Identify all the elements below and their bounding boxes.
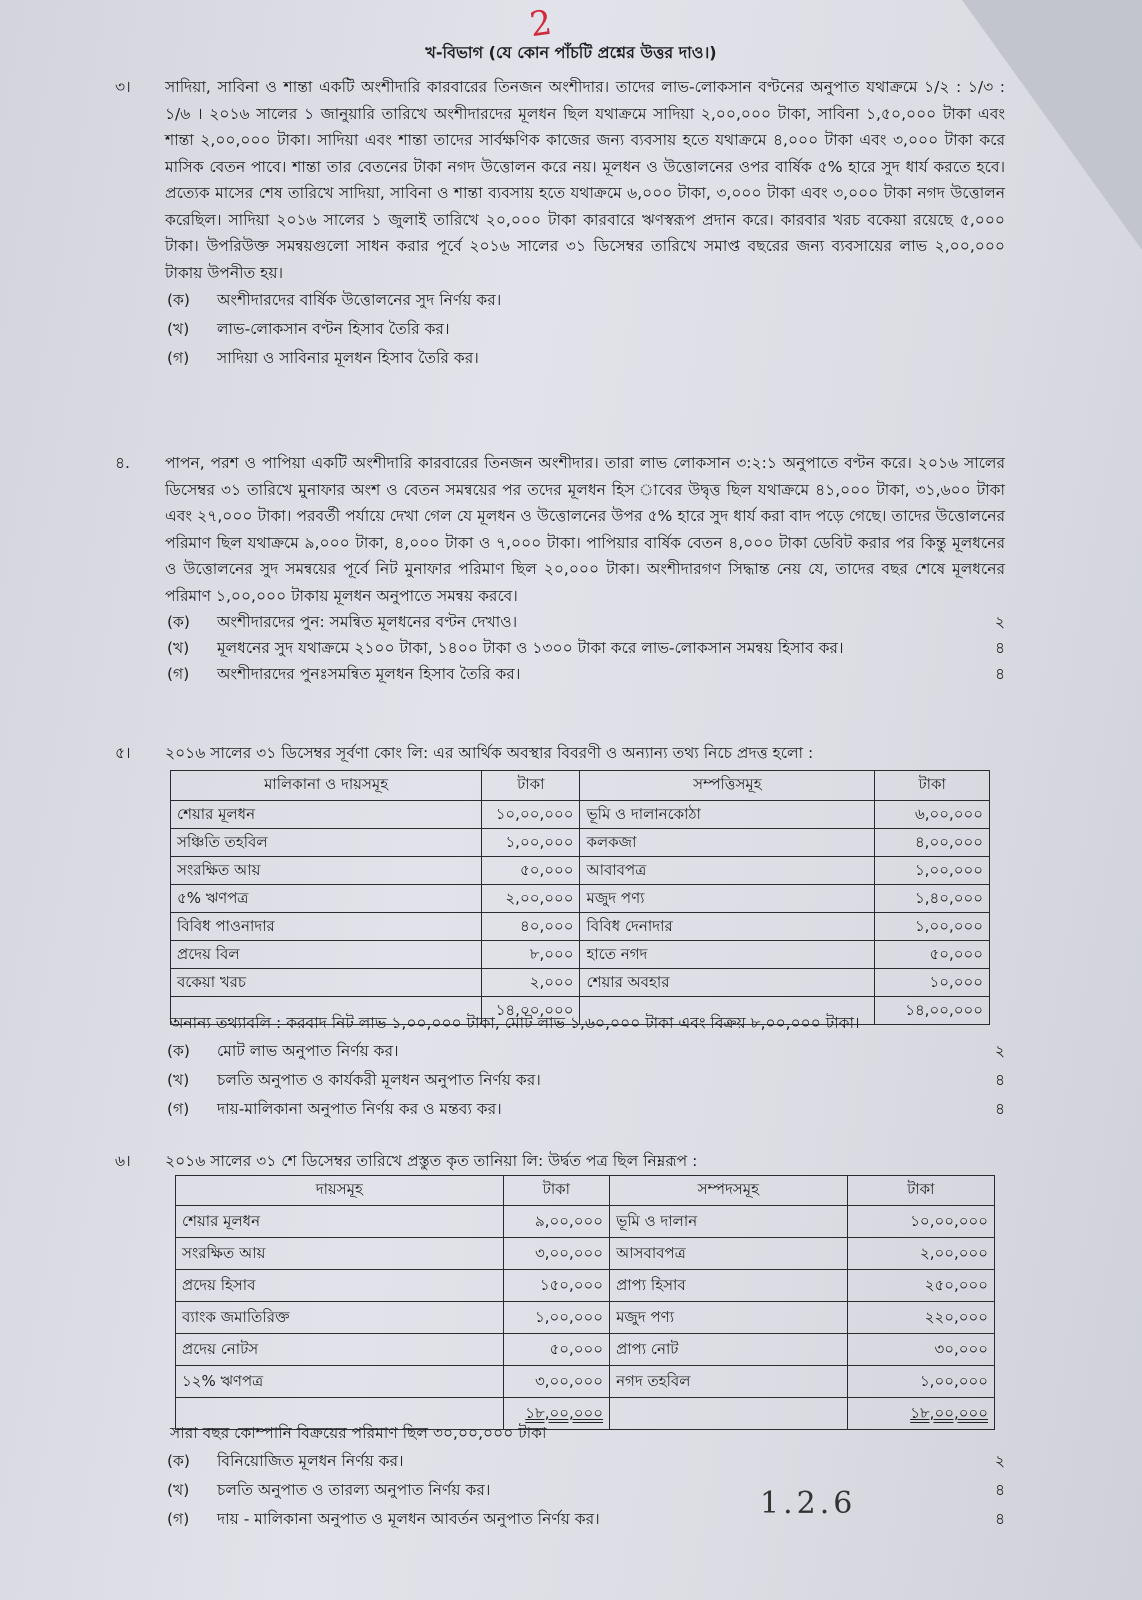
question-body: সাদিয়া, সাবিনা ও শান্তা একটি অংশীদারি কারবারের তিনজন অংশীদার। তাদের লাভ-লোকসান বণ্টনের অনুপাত যথাক্রমে ১/২ : ১/৩ : ১/৬ । ২০১৬ সালের ১ জানুয়ারি তারিখে অংশীদারদের মূলধন ছিল যথাক্রমে সাদিয়া ২,০০,০০০ টাকা, সাবিনা ১,৫০,০০০ টাকা এবং শান্তা ২,০০,০০০ টাকা। সাদিয়া এবং শান্তা তাদের সার্বক্ষণিক কাজের জন্য ব্যবসায় হতে যথাক্রমে ৪,০০০ টাকা এবং ৩,০০০ টাকা করে মাসিক বেতন পাবে। শান্তা তার বেতনের টাকা নগদ উত্তোলন করে নয়। মূলধন ও উত্তোলনের ওপর বার্ষিক ৫% হারে সুদ ধার্য করতে হবে। প্রত্যেক মাসের শেষ তারিখে সাদিয়া, সাবিনা ও শান্তা ব্যবসায় হতে যথাক্রমে ৬,০০০ টাকা, ৩,০০০ টাকা এবং ৩,০০০ টাকা নগদ উত্তোলন করেছিল। সাদিয়া ২০১৬ সালের ১ জুলাই তারিখে ২০,০০০ টাকা কারবারে ঋণস্বরূপ প্রদান করে। কারবার খরচ বকেয়া রয়েছে ৫,০০০ টাকা। উপরিউক্ত সমন্বয়গুলো সাধন করার পূর্বে ২০১৬ সালের ৩১ ডিসেম্বর তারিখে সমাপ্ত বছরের জন্য ব্যবসায়ের লাভ ২,০০,০০০ টাকায় উপনীত হয়। [165, 78, 1005, 282]
liability-cell: সঞ্চিতি তহবিল [171, 829, 482, 857]
sub-question [167, 344, 1005, 373]
sub-marks: ৪ [994, 1509, 1005, 1528]
table-row [176, 1238, 995, 1270]
liability-cell: ১২% ঋণপত্র [176, 1366, 504, 1398]
asset-cell: আবাবপত্র [580, 857, 875, 885]
other-info: অনান্য তথ্যাবলি : করবাদ নিট লাভ ১,০০,০০০ টাকা, মোট লাভ ১,৬০,০০০ টাকা এবং বিক্রয় ৮,০০,০০০ টাকা। [170, 1014, 860, 1032]
sub-question [167, 635, 1005, 661]
question-5-followup [115, 1010, 1005, 1124]
sub-marks: ৪ [994, 665, 1005, 683]
sub-question [167, 286, 1005, 315]
sub-label: (ক) [167, 1041, 190, 1060]
asset-cell: প্রাপ্য হিসাব [610, 1270, 848, 1302]
asset-cell: কলকজা [580, 829, 875, 857]
asset-cell: ভূমি ও দালান [610, 1206, 848, 1238]
sub-marks: ২ [994, 613, 1005, 631]
amount-cell: ২,০০,০০০ [847, 1238, 994, 1270]
sub-marks [975, 344, 1005, 373]
amount-cell: ১,০০,০০০ [875, 857, 990, 885]
amount-cell: ২,০০০ [482, 969, 580, 997]
table-row [171, 801, 990, 829]
sub-text: সাদিয়া ও সাবিনার মূলধন হিসাব তৈরি কর। [217, 349, 479, 367]
asset-cell: নগদ তহবিল [610, 1366, 848, 1398]
sub-question [167, 1476, 1005, 1505]
sub-marks [975, 315, 1005, 344]
amount-cell: ৩,০০,০০০ [503, 1366, 609, 1398]
liability-cell: শেয়ার মূলধন [176, 1206, 504, 1238]
amount-cell: ৫০,০০০ [875, 941, 990, 969]
column-header: দায়সমূহ [176, 1176, 504, 1206]
sub-text: চলতি অনুপাত ও কার্যকরী মূলধন অনুপাত নির্ণয় কর। [217, 1070, 541, 1089]
sub-label: (খ) [167, 639, 190, 657]
table-row [176, 1302, 995, 1334]
table-row [171, 885, 990, 913]
amount-cell: ৬,০০,০০০ [875, 801, 990, 829]
amount-cell: ৪০,০০০ [482, 913, 580, 941]
table-row [176, 1334, 995, 1366]
table-row [171, 913, 990, 941]
amount-cell: ১,০০,০০০ [503, 1302, 609, 1334]
amount-cell: ২,০০,০০০ [482, 885, 580, 913]
sub-question [167, 1037, 1005, 1066]
sub-text: বিনিয়োজিত মূলধন নির্ণয় কর। [217, 1451, 404, 1470]
sub-marks: ৪ [994, 1099, 1005, 1118]
amount-cell: ৮,০০০ [482, 941, 580, 969]
total-assets: ১৪,০০,০০০ [875, 997, 990, 1025]
sub-text: দায় - মালিকানা অনুপাত ও মূলধন আবর্তন অনুপাত নির্ণয় কর। [217, 1509, 600, 1528]
liability-cell: ব্যাংক জমাতিরিক্ত [176, 1302, 504, 1334]
sub-label: (গ) [167, 1509, 190, 1528]
amount-cell: ১,০০,০০০ [847, 1366, 994, 1398]
sub-text: অংশীদারদের পুনঃসমন্বিত মূলধন হিসাব তৈরি কর। [217, 665, 521, 683]
amount-cell: ২৫০,০০০ [847, 1270, 994, 1302]
sub-marks: ৪ [994, 1480, 1005, 1499]
sub-label: (ক) [167, 1451, 190, 1470]
sub-label: (গ) [167, 349, 190, 367]
question-number: ৩। [115, 78, 131, 96]
asset-cell: ভূমি ও দালানকোঠা [580, 801, 875, 829]
sub-label: (খ) [167, 1480, 190, 1499]
asset-cell: বিবিধ দেনাদার [580, 913, 875, 941]
amount-cell: ১০,০০০ [875, 969, 990, 997]
table-header-row [176, 1176, 995, 1206]
table-row [171, 941, 990, 969]
asset-cell: হাতে নগদ [580, 941, 875, 969]
liability-cell: প্রদেয় নোটস [176, 1334, 504, 1366]
sub-label: (গ) [167, 665, 190, 683]
column-header: সম্পত্তিসমূহ [580, 771, 875, 801]
amount-cell: ১০,০০,০০০ [482, 801, 580, 829]
liability-cell: বিবিধ পাওনাদার [171, 913, 482, 941]
column-header: টাকা [875, 771, 990, 801]
question-body: পাপন, পরশ ও পাপিয়া একটি অংশীদারি কারবারের তিনজন অংশীদার। তারা লাভ লোকসান ৩:২:১ অনুপাতে বণ্টন করে। ২০১৬ সালের ডিসেম্বর ৩১ তারিখে মুনাফার অংশ ও বেতন সমন্বয়ের পর তদের মূলধন হিস াবের উদ্বৃত্ত ছিল যথাক্রমে ৪১,০০০ টাকা, ৩১,৬০০ টাকা এবং ২৭,০০০ টাকা। পরবর্তী পর্যায়ে দেখা গেল যে মূলধন ও উত্তোলনের উপর ৫% হারে সুদ ধার্য করা বাদ পড়ে গেছে। তাদের উত্তোলনের পরিমাণ ছিল যথাক্রমে ৯,০০০ টাকা, ৪,০০০ টাকা ও ৭,০০০ টাকা। পাপিয়ার বার্ষিক বেতন ৪,০০০ টাকা ডেবিট করার পর কিন্তু মূলধনের ও উত্তোলনের সুদ সমন্বয়ের পূর্বে নিট মুনাফার পরিমাণ ছিল ২০,০০০ টাকা। অংশীদারগণ সিদ্ধান্ত নেয় যে, তাদের বছর শেষে মূলধনের পরিমাণ ১,০০,০০০ টাকায় মূলধন অনুপাতে সমন্বয় করবে। [165, 454, 1005, 605]
total-assets: ১৮,০০,০০০ [847, 1398, 994, 1430]
sub-marks: ৪ [994, 1070, 1005, 1089]
liability-cell: শেয়ার মূলধন [171, 801, 482, 829]
sub-label: (খ) [167, 1070, 190, 1089]
table-row [171, 969, 990, 997]
sub-question [167, 1095, 1005, 1124]
liability-cell: প্রদেয় হিসাব [176, 1270, 504, 1302]
sub-text: লাভ-লোকসান বণ্টন হিসাব তৈরি কর। [217, 320, 450, 338]
liability-cell: সংরক্ষিত আয় [171, 857, 482, 885]
sub-label: (ক) [167, 291, 190, 309]
amount-cell: ১,৪০,০০০ [875, 885, 990, 913]
sub-label: (খ) [167, 320, 190, 338]
asset-cell: মজুদ পণ্য [610, 1302, 848, 1334]
sub-question [167, 315, 1005, 344]
amount-cell: ১০,০০,০০০ [847, 1206, 994, 1238]
sub-question [167, 1505, 1005, 1534]
amount-cell: ৪,০০,০০০ [875, 829, 990, 857]
sub-text: মোট লাভ অনুপাত নির্ণয় কর। [217, 1041, 399, 1060]
section-heading: খ-বিভাগ (যে কোন পাঁচটি প্রশ্নের উত্তর দাও।) [425, 43, 717, 62]
sub-question [167, 609, 1005, 635]
total-liabilities: ১৮,০০,০০০ [503, 1398, 609, 1430]
amount-cell: ২২০,০০০ [847, 1302, 994, 1334]
amount-cell: ৯,০০,০০০ [503, 1206, 609, 1238]
question-number: ৫। [115, 744, 131, 762]
question-number: ৬। [115, 1152, 131, 1170]
sub-question [167, 661, 1005, 687]
table-row [176, 1206, 995, 1238]
amount-cell: ১৫০,০০০ [503, 1270, 609, 1302]
page-number-mark: 2 [527, 2, 555, 46]
total-liabilities: ১৪,০০,০০০ [482, 997, 580, 1025]
column-header: টাকা [503, 1176, 609, 1206]
asset-cell: মজুদ পণ্য [580, 885, 875, 913]
asset-cell: শেয়ার অবহার [580, 969, 875, 997]
sub-text: চলতি অনুপাত ও তারল্য অনুপাত নির্ণয় কর। [217, 1480, 491, 1499]
sub-question [167, 1447, 1005, 1476]
column-header: সম্পদসমূহ [610, 1176, 848, 1206]
table-header-row [171, 771, 990, 801]
question-number: ৪. [115, 454, 130, 472]
amount-cell: ১,০০,০০০ [482, 829, 580, 857]
table-row [171, 829, 990, 857]
amount-cell: ৩০,০০০ [847, 1334, 994, 1366]
question-body: ২০১৬ সালের ৩১ শে ডিসেম্বর তারিখে প্রস্তুত কৃত তানিয়া লি: উর্দ্বত পত্র ছিল নিম্নরূপ : [165, 1152, 698, 1170]
sub-marks: ২ [994, 1451, 1005, 1470]
amount-cell: ৫০,০০০ [482, 857, 580, 885]
financial-position-table [170, 770, 990, 1025]
question-5 [115, 740, 1005, 767]
amount-cell: ১,০০,০০০ [875, 913, 990, 941]
amount-cell: ৫০,০০০ [503, 1334, 609, 1366]
asset-cell: প্রাপ্য নোট [610, 1334, 848, 1366]
liability-cell: প্রদেয় বিল [171, 941, 482, 969]
column-header: মালিকানা ও দায়সমূহ [171, 771, 482, 801]
column-header: টাকা [847, 1176, 994, 1206]
column-header: টাকা [482, 771, 580, 801]
liability-cell: ৫% ঋণপত্র [171, 885, 482, 913]
sub-label: (ক) [167, 613, 190, 631]
balance-sheet-table [175, 1175, 995, 1430]
asset-cell: আসবাবপত্র [610, 1238, 848, 1270]
sub-text: দায়-মালিকানা অনুপাত নির্ণয় কর ও মন্তব্য কর। [217, 1099, 502, 1118]
question-3 [115, 74, 1005, 373]
sub-question [167, 1066, 1005, 1095]
sub-marks: ২ [994, 1041, 1005, 1060]
sub-marks: ৪ [994, 639, 1005, 657]
sub-label: (গ) [167, 1099, 190, 1118]
sub-text: মূলধনের সুদ যথাক্রমে ২১০০ টাকা, ১৪০০ টাকা ও ১৩০০ টাকা করে লাভ-লোকসান সমন্বয় হিসাব কর। [217, 639, 844, 657]
sub-marks [975, 286, 1005, 315]
sub-text: অংশীদারদের পুন: সমন্বিত মূলধনের বণ্টন দেখাও। [217, 613, 518, 631]
question-6-followup [115, 1420, 1005, 1534]
sub-text: অংশীদারদের বার্ষিক উত্তোলনের সুদ নির্ণয় কর। [217, 291, 502, 309]
other-info: সারা বছর কোম্পানি বিক্রয়ের পরিমাণ ছিল ৩০,০০,০০০ টাকা [170, 1424, 547, 1442]
liability-cell: সংরক্ষিত আয় [176, 1238, 504, 1270]
handwritten-note: 1.2.6 [760, 1486, 857, 1521]
table-row [176, 1366, 995, 1398]
liability-cell: বকেয়া খরচ [171, 969, 482, 997]
table-row [176, 1270, 995, 1302]
question-6 [115, 1148, 1005, 1175]
amount-cell: ৩,০০,০০০ [503, 1238, 609, 1270]
question-body: ২০১৬ সালের ৩১ ডিসেম্বর সূর্বণা কোং লি: এর আর্থিক অবস্থার বিবরণী ও অন্যান্য তথ্য নিচে প্রদত্ত হলো : [165, 744, 814, 762]
table-row [171, 857, 990, 885]
question-4 [115, 450, 1005, 687]
